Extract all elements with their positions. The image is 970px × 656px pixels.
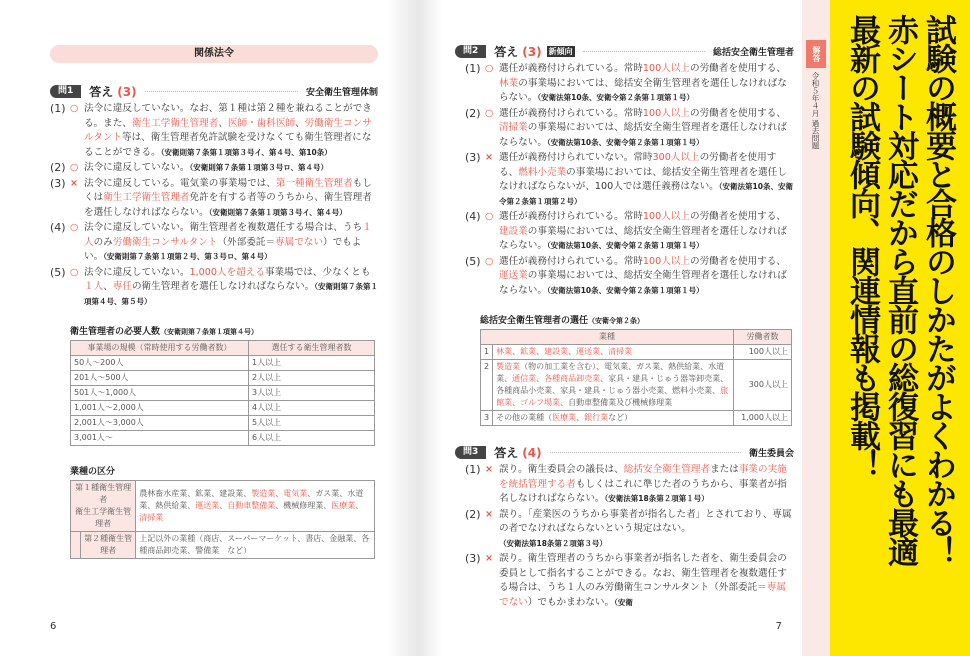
text-segment: 、 xyxy=(576,413,585,422)
question-3-header xyxy=(455,444,794,461)
table-cell: 1人以上 xyxy=(249,356,375,371)
text-segment: ）でもかまわない。 xyxy=(527,596,615,608)
text-segment: 選任が義務付けられている。常時 xyxy=(499,107,643,119)
highlighted-term: 旅館業 xyxy=(496,386,729,407)
highlighted-term: 鉱業 xyxy=(520,347,537,356)
highlighted-term: 第一種衛生管理者 xyxy=(275,177,353,189)
legal-reference: （安衛則第７条第１項第４号、第５号） xyxy=(84,282,378,306)
answer-label: 答え xyxy=(494,45,519,59)
right-page xyxy=(420,0,802,656)
legal-reference: （安衛法第10条、安衛令第２条第１項第１号） xyxy=(537,93,695,102)
industry-section xyxy=(70,464,378,559)
legal-reference: （安衛則第７条第１項第３号ロ、第４号） xyxy=(189,163,328,172)
industry-list xyxy=(136,481,375,532)
highlighted-term: 医師・歯科医師 xyxy=(227,117,296,129)
table-row xyxy=(481,411,792,426)
text-segment: 法令に違反していない。 xyxy=(84,162,190,173)
option-text xyxy=(499,210,794,254)
required-managers-section xyxy=(70,324,378,446)
text-segment: 誤り。衛生委員会の議長は、 xyxy=(499,464,624,475)
question-3-items xyxy=(465,463,794,611)
answer-label: 答え xyxy=(494,446,519,460)
text-segment: 、機械修理業、 xyxy=(275,501,332,510)
option-text xyxy=(499,151,794,209)
option-text xyxy=(84,177,378,221)
highlighted-term: 運送業 xyxy=(576,347,601,356)
answer-option xyxy=(465,62,794,106)
answer-number: (4) xyxy=(522,445,542,460)
correct-mark-icon: ○ xyxy=(70,222,79,233)
highlighted-term: 300人以上 xyxy=(652,152,700,163)
text-segment: 農林畜水産業、鉱業、建設業、 xyxy=(139,489,252,498)
table-row xyxy=(481,345,792,360)
topic-label: 安全衛生管理体制 xyxy=(305,88,378,98)
correct-mark-icon: ○ xyxy=(70,162,79,173)
highlighted-term: 自動車整備業 xyxy=(227,501,276,510)
answer-option xyxy=(50,177,378,221)
column-header: 選任する衛生管理者数 xyxy=(249,341,375,356)
answer-number: (3) xyxy=(117,84,137,99)
highlighted-term: 専属でない xyxy=(499,582,786,608)
column-header: 業種 xyxy=(481,330,734,345)
highlighted-term: 1,000人を超える xyxy=(189,266,265,278)
highlighted-term: 衛生工学衛生管理者 xyxy=(103,192,190,203)
promo-line-1: 試験の概要と合格のしかたがよくわかる！ xyxy=(920,14,956,565)
highlighted-term: 運送業 xyxy=(195,501,220,510)
table-cell: 5人以上 xyxy=(249,416,375,431)
table-cell: 201人～500人 xyxy=(71,371,249,386)
text-segment: その他の業種（ xyxy=(496,413,553,422)
highlighted-term: 医療業 xyxy=(552,413,577,422)
highlighted-term: 労働衛生コンサルタント xyxy=(112,236,218,248)
text-segment: 、 xyxy=(536,347,545,356)
answer-option xyxy=(465,508,794,552)
new-trend-badge: 新傾向 xyxy=(548,47,573,56)
option-text xyxy=(499,62,794,106)
incorrect-mark-icon: × xyxy=(485,553,494,564)
text-segment: 、自動車整備業及び機械修理業 xyxy=(560,398,673,407)
text-segment: 法令に違反していない。 xyxy=(84,266,190,278)
highlighted-term: 医療業 xyxy=(331,501,356,510)
highlighted-term: 清掃業 xyxy=(499,122,528,133)
text-segment: ）でもよい。 xyxy=(84,236,362,262)
highlighted-term: 事業の実施を統括管理する者 xyxy=(499,464,787,490)
correct-mark-icon: ○ xyxy=(485,211,494,222)
table-title: 衛生管理者の必要人数 xyxy=(70,327,161,337)
incorrect-mark-icon: × xyxy=(70,177,79,189)
text-segment: 選任が義務付けられていない。常時 xyxy=(499,152,653,163)
option-text xyxy=(499,552,794,610)
answer-tab-label: 解答 xyxy=(806,40,826,68)
table-caption xyxy=(480,313,794,326)
highlighted-term: 林業 xyxy=(496,347,513,356)
text-segment: 誤り。「産業医のうちから事業者が指名した者」とされており、専属の者でなければならないという規定はない。 xyxy=(499,508,792,534)
highlighted-term: 衛生工学衛生管理者 xyxy=(131,117,219,129)
legal-reference: （安衛法第18条第２項第１号） xyxy=(604,494,709,503)
table-row xyxy=(71,386,375,401)
question-1-items xyxy=(50,102,378,310)
text-segment: 免許を有する者等のうちから、衛生管理者を選任しなければならない。 xyxy=(84,192,372,218)
page-number: 7 xyxy=(775,621,782,632)
text-segment: （外部委託＝ xyxy=(217,236,276,248)
legal-reference: （安衛法第10条、安衛令第２条第１項第１号） xyxy=(546,137,704,147)
table-row xyxy=(71,371,375,386)
text-segment: の事業場においては、総括安全衛生管理者を選任しなければならない。 xyxy=(499,270,787,296)
correct-mark-icon: ○ xyxy=(485,63,494,74)
text-segment: の労働者を使用する、 xyxy=(690,107,786,119)
highlighted-term: 100人以上 xyxy=(642,255,690,267)
promo-panel xyxy=(830,0,970,656)
correct-mark-icon: ○ xyxy=(485,107,494,119)
text-segment: の事業場においては、総括安全衛生管理者を選任しなければならない。 xyxy=(499,77,787,103)
answer-number: (3) xyxy=(522,44,542,59)
question-2-header xyxy=(455,43,794,60)
section-tab xyxy=(802,0,830,656)
highlighted-term: 専属でない xyxy=(275,236,323,248)
text-segment: 、 xyxy=(219,501,228,510)
text-segment: または xyxy=(710,464,739,475)
general-manager-section xyxy=(480,313,794,426)
highlighted-term: 製造業 xyxy=(496,362,521,371)
text-segment: 、 xyxy=(512,347,521,356)
highlighted-term: 清掃業 xyxy=(608,347,633,356)
row-number: 2 xyxy=(481,360,493,411)
text-segment: 選任が義務付けられている。常時 xyxy=(499,211,643,222)
text-segment: 、 xyxy=(512,398,521,407)
highlighted-term: ゴルフ場業 xyxy=(520,398,561,407)
text-segment: 、 xyxy=(568,347,577,356)
legal-reference: （安衛法第18条第２項第３号） xyxy=(499,538,607,548)
promo-line-2: 赤シート対応だから直前の総復習にも最適 xyxy=(882,14,918,565)
dotted-leader xyxy=(550,452,741,453)
table-cell: 501人～1,000人 xyxy=(71,386,249,401)
option-text xyxy=(84,221,378,265)
table-ref: （安衛令第２条） xyxy=(588,317,645,325)
question-tag: 問3 xyxy=(455,446,486,459)
text-segment: 等は、衛生管理者免許試験を受けなくても衛生管理者になることができる。 xyxy=(84,132,372,158)
highlighted-term: 電気業 xyxy=(283,489,308,498)
worker-count: 100人以上 xyxy=(734,345,792,360)
answer-option xyxy=(465,255,794,299)
text-segment: 、 xyxy=(600,347,609,356)
option-number: (3) xyxy=(465,552,481,565)
table-cell: 3,001人～ xyxy=(71,431,249,446)
answer-option xyxy=(465,107,794,151)
text-segment: 事業場では、少なくとも xyxy=(264,266,371,278)
text-segment: もしくはこれに準じた者のうちから、事業者が指名しなければならない。 xyxy=(499,478,787,504)
highlighted-term: 労働衛生コンサルタント xyxy=(84,117,372,143)
option-number: (2) xyxy=(465,507,481,521)
table-caption xyxy=(70,324,378,337)
industry-list: 上記以外の業種（商店、スーパーマーケット、書店、金融業、各種商品卸売業、警備業 など） xyxy=(136,532,375,559)
table-cell: 4人以上 xyxy=(249,401,375,416)
option-text xyxy=(84,161,378,176)
text-segment: の労働者を使用する、 xyxy=(690,63,786,74)
text-segment: 、 xyxy=(355,501,364,510)
question-1-header xyxy=(50,83,378,100)
correct-mark-icon: ○ xyxy=(70,103,79,114)
legal-reference: （安衛法第10条、安衛令第２条第１項第２号） xyxy=(499,182,793,206)
industry-list xyxy=(493,345,734,360)
text-segment: の労働者を使用する、 xyxy=(690,211,786,222)
text-segment: 選任が義務付けられている。常時 xyxy=(499,255,643,267)
text-segment: もしくは xyxy=(84,177,372,203)
table-cell: 2人以上 xyxy=(249,371,375,386)
row-number: 1 xyxy=(481,345,493,360)
industry-classification-table xyxy=(70,480,375,559)
highlighted-term: １人 xyxy=(84,222,372,248)
highlighted-term: １人 xyxy=(84,281,104,292)
section-title-band: 関係法令 xyxy=(50,45,378,63)
question-tag: 問2 xyxy=(455,45,486,58)
topic-label: 衛生委員会 xyxy=(748,449,794,459)
worker-count: 1,000人以上 xyxy=(734,411,792,426)
highlighted-term: 通信業 xyxy=(512,374,537,383)
text-segment: （物の加工業を含む）、電気業、ガス業、熱供給業、水道業、 xyxy=(496,362,725,383)
option-text xyxy=(84,102,378,160)
row-header: 第１種衛生管理者 衛生工学衛生管理者 xyxy=(71,481,136,532)
highlighted-term: 建設業 xyxy=(499,225,528,237)
table-cell: 3人以上 xyxy=(249,386,375,401)
table-title: 総括安全衛生管理者の選任 xyxy=(480,316,589,326)
answer-option xyxy=(50,161,378,176)
option-number: (2) xyxy=(465,106,481,120)
industry-list xyxy=(493,411,734,426)
text-segment: 、ガス業、水道業、熱供給業、 xyxy=(139,489,364,510)
highlighted-term: 運送業 xyxy=(499,270,528,281)
table-title: 業種の区分 xyxy=(70,467,116,477)
row-number: 3 xyxy=(481,411,493,426)
answer-option xyxy=(50,266,378,310)
question-2-items xyxy=(465,62,794,299)
option-number: (2) xyxy=(50,161,66,174)
highlighted-term: 燃料小売業 xyxy=(518,166,567,178)
answer-option xyxy=(465,463,794,507)
highlighted-term: 100人以上 xyxy=(642,211,690,222)
row-header: 第２種衛生管理者 xyxy=(81,532,136,559)
text-segment: の衛生管理者を選任しなければならない。 xyxy=(131,281,315,292)
table-row xyxy=(71,401,375,416)
text-segment: 誤り。衛生管理者のうちから事業者が指名した者を、衛生委員会の委員として指名することができる。なお、衛生管理者を複数選任する場合は、うち１人のみ労働衛生コンサルタント（外部委託＝ xyxy=(499,553,787,593)
answer-option xyxy=(50,102,378,160)
legal-reference: （安衛法第10条、安衛令第２条第１項第１号） xyxy=(546,241,704,250)
option-text xyxy=(84,266,378,310)
highlighted-term: 林業 xyxy=(499,77,519,89)
highlighted-term: 100人以上 xyxy=(642,107,690,119)
option-number: (3) xyxy=(465,151,481,164)
dotted-leader xyxy=(583,51,705,52)
text-segment: 、 xyxy=(218,117,228,129)
option-number: (1) xyxy=(465,62,481,75)
table-row xyxy=(71,356,375,371)
text-segment: 法令に違反していない。衛生管理者を複数選任する場合は、うち xyxy=(84,222,363,233)
incorrect-mark-icon: × xyxy=(485,152,494,163)
highlighted-term: 各種商品卸売業 xyxy=(544,374,601,383)
option-number: (5) xyxy=(465,254,481,268)
option-text xyxy=(499,508,794,552)
highlighted-term: 銀行業 xyxy=(584,413,609,422)
answer-option xyxy=(50,221,378,265)
text-segment: の事業場においては、総括安全衛生管理者を選任しなければならない。 xyxy=(499,225,787,251)
worker-count: 300人以上 xyxy=(734,360,792,411)
exam-date-label: 令和５年４月 過去問題 xyxy=(811,72,820,150)
table-cell: 50人～200人 xyxy=(71,356,249,371)
option-number: (4) xyxy=(50,221,66,234)
text-segment: など） xyxy=(608,413,633,422)
text-segment: の労働者を使用する、 xyxy=(690,255,786,267)
text-segment: の事業場においては、総括安全衛生管理者を選任しなければならない。 xyxy=(499,122,787,148)
column-header: 労働者数 xyxy=(734,330,792,345)
table-row xyxy=(71,431,375,446)
answer-label: 答え xyxy=(89,85,114,99)
text-segment: 、 xyxy=(536,374,545,383)
general-manager-table xyxy=(480,329,792,426)
text-segment: 法令に違反していない。なお、第１種は第２種を兼ねることができる。また、 xyxy=(84,103,372,129)
correct-mark-icon: ○ xyxy=(485,255,494,267)
option-number: (4) xyxy=(465,210,481,223)
question-tag: 問1 xyxy=(50,85,81,98)
text-segment: 法令に違反している。電気業の事業場では、 xyxy=(84,177,276,189)
left-page xyxy=(0,0,420,656)
answer-option xyxy=(465,552,794,610)
dotted-leader xyxy=(145,91,298,92)
highlighted-term: 100人以上 xyxy=(642,63,690,74)
legal-reference: （安衛法第10条、安衛令第２条第１項第１号） xyxy=(546,285,704,295)
legal-reference: （安衛則第７条第１項第３号イ、第４号、第10条） xyxy=(160,147,332,157)
highlighted-term: 製造業 xyxy=(251,489,276,498)
table-cell: 2,001人～3,000人 xyxy=(71,416,249,431)
highlighted-term: 清掃業 xyxy=(139,513,164,522)
text-segment: 選任が義務付けられている。常時 xyxy=(499,63,643,74)
option-number: (1) xyxy=(465,463,481,476)
correct-mark-icon: ○ xyxy=(70,266,79,278)
text-segment: 、 xyxy=(275,489,284,498)
option-text xyxy=(499,255,794,299)
industry-list xyxy=(493,360,734,411)
option-number: (5) xyxy=(50,265,66,279)
answer-option xyxy=(465,210,794,254)
table-row xyxy=(71,416,375,431)
topic-label: 総括安全衛生管理者 xyxy=(712,48,794,58)
incorrect-mark-icon: × xyxy=(485,464,494,475)
option-number: (3) xyxy=(50,176,66,190)
incorrect-mark-icon: × xyxy=(485,508,494,520)
table-row xyxy=(481,360,792,411)
text-segment: の事業場においては、総括安全衛生管理者を選任しなければならないが、100人では選任義務はない。 xyxy=(499,166,787,192)
text-segment: 、 xyxy=(295,117,305,129)
text-segment: 、 xyxy=(103,281,113,292)
highlighted-term: 総括安全衛生管理者 xyxy=(623,464,711,475)
table-cell: 6人以上 xyxy=(249,431,375,446)
legal-reference: （安衛則第７条第１項第３号イ、第４号） xyxy=(208,207,347,217)
option-number: (1) xyxy=(50,102,66,115)
text-segment: のみ xyxy=(93,236,113,248)
promo-line-3: 最新の試験傾向、関連情報も掲載！ xyxy=(844,14,880,478)
option-text xyxy=(499,463,794,507)
text-segment: 、家具・建具・じゅう器等卸売業、各種商品小売業、家具・建具・じゅう器小売業、燃料小売業、 xyxy=(496,374,729,395)
column-header: 事業場の規模（常時使用する労働者数） xyxy=(71,341,249,356)
highlighted-term: 専任 xyxy=(112,281,132,292)
option-text xyxy=(499,107,794,151)
page-number: 6 xyxy=(50,621,57,632)
text-segment: の労働者を使用する、 xyxy=(499,152,777,178)
legal-reference: （安衛則第７条第１項第２号、第３号ロ、第４号） xyxy=(103,252,272,261)
legal-reference: （安衛 xyxy=(614,597,633,607)
answer-option xyxy=(465,151,794,209)
table-ref: （安衛則第７条第１項第４号） xyxy=(160,328,259,336)
highlighted-term: 建設業 xyxy=(544,347,569,356)
table-cell: 1,001人～2,000人 xyxy=(71,401,249,416)
required-managers-table xyxy=(70,340,375,446)
